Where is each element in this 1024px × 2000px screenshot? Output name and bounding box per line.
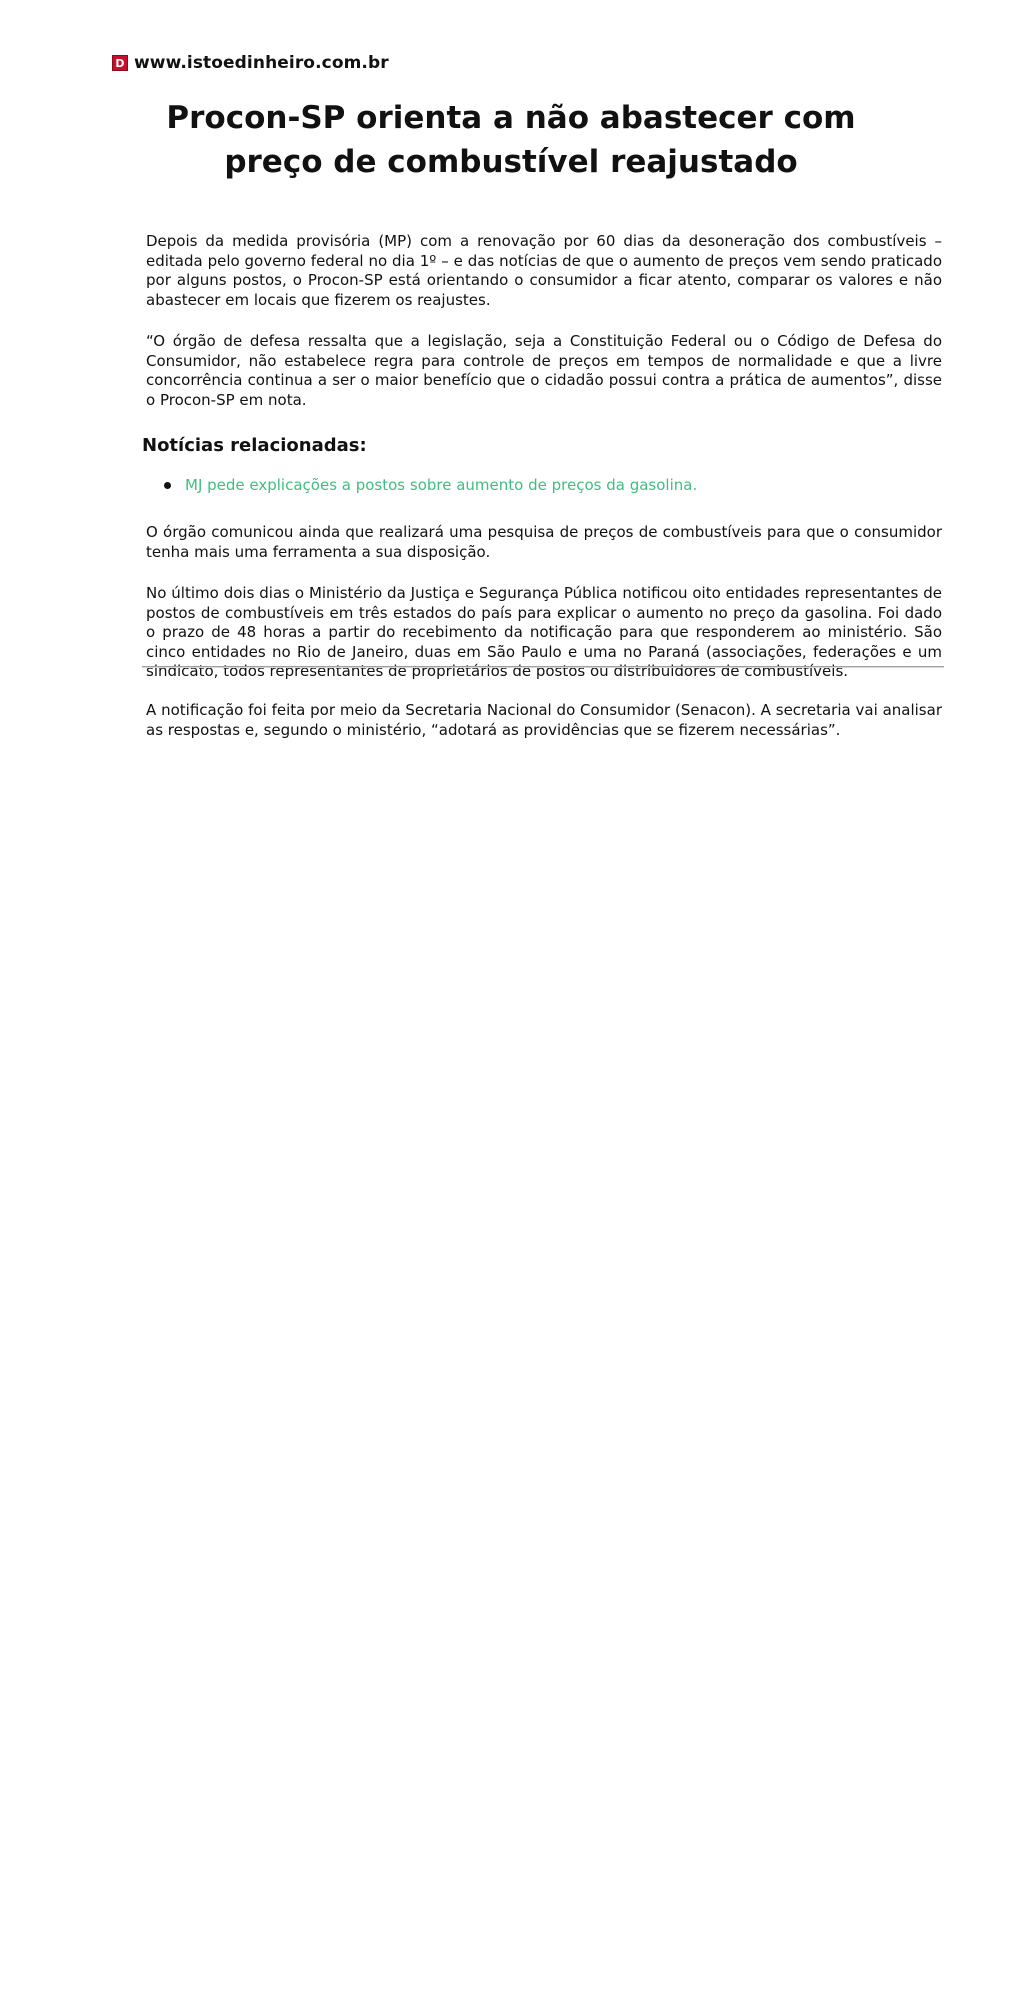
site-domain: www.istoedinheiro.com.br <box>134 53 389 73</box>
article-paragraph: No último dois dias o Ministério da Justiça e Segurança Pública notificou oito entidades representantes de postos de combustíveis em três estados do país para explicar o aumento no preço da gasolina. Foi dado o prazo de 48 horas a partir do recebimento da notificação para que responderem ao ministério. São cinco entidades no Rio de Janeiro, duas em São Paulo e uma no Paraná (associações, federações e um sindicato, todos representantes de proprietários de postos ou distribuidores de combustíveis. <box>146 584 942 680</box>
article-paragraph: A notificação foi feita por meio da Secretaria Nacional do Consumidor (Senacon). A secretaria vai analisar as respostas e, segundo o ministério, “adotará as providências que se fizerem necessárias”. <box>146 701 942 739</box>
article-paragraph: O órgão comunicou ainda que realizará uma pesquisa de preços de combustíveis para que o consumidor tenha mais uma ferramenta a sua disposição. <box>146 523 942 561</box>
site-header <box>112 53 389 73</box>
article-divider <box>142 666 944 668</box>
article <box>142 96 944 739</box>
article-paragraph: Depois da medida provisória (MP) com a renovação por 60 dias da desoneração dos combustíveis – editada pelo governo federal no dia 1º – e das notícias de que o aumento de preços vem sendo praticado por alguns postos, o Procon-SP está orientando o consumidor a ficar atento, comparar os valores e não abastecer em locais que fizerem os reajustes. <box>146 232 942 309</box>
related-news-heading: Notícias relacionadas: <box>142 435 367 456</box>
bullet-icon <box>164 482 171 489</box>
related-news-list <box>164 475 697 495</box>
related-news-item <box>164 475 697 495</box>
article-paragraph: “O órgão de defesa ressalta que a legislação, seja a Constituição Federal ou o Código de Defesa do Consumidor, não estabelece regra para controle de preços em tempos de normalidade e que a livre concorrência continua a ser o maior benefício que o cidadão possui contra a prática de aumentos”, disse o Procon-SP em nota. <box>146 332 942 409</box>
article-title: Procon-SP orienta a não abastecer com preço de combustível reajustado <box>166 100 856 180</box>
related-news-link[interactable]: MJ pede explicações a postos sobre aumento de preços da gasolina. <box>185 476 698 494</box>
site-logo-icon: D <box>112 55 128 71</box>
